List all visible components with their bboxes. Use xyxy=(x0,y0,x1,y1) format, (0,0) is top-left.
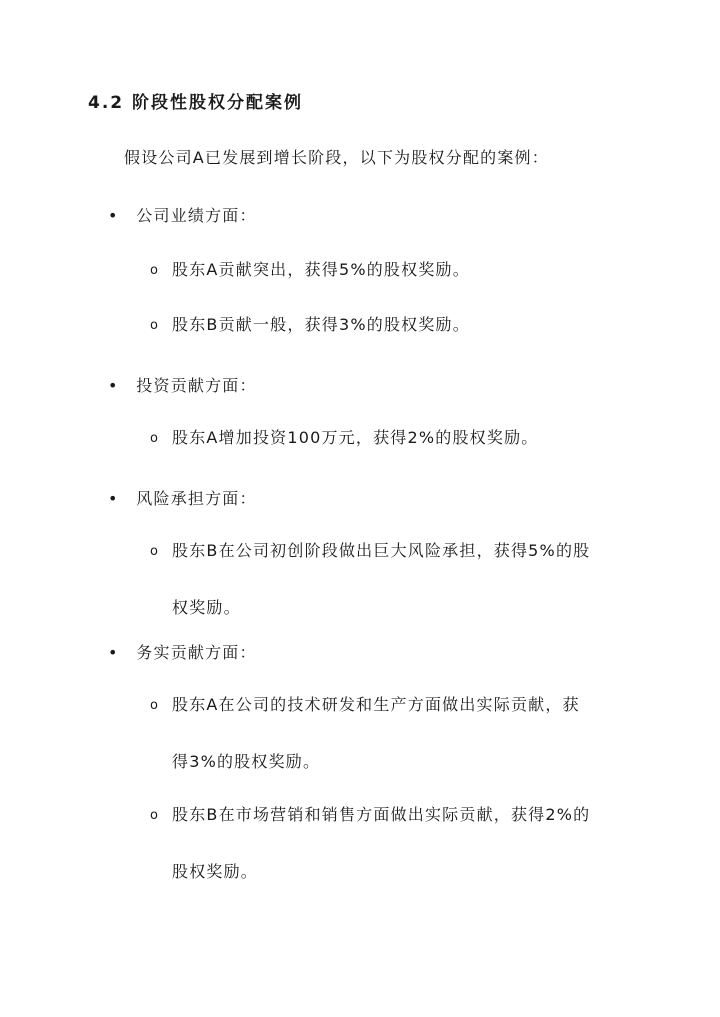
section-heading: 4.2 阶段性股权分配案例 xyxy=(88,93,304,113)
sub-marker: o xyxy=(150,544,160,559)
sub-item xyxy=(150,677,620,790)
bullet-label: 务实贡献方面： xyxy=(136,643,257,662)
sub-marker: o xyxy=(150,808,160,823)
sub-item-text: 股东B在市场营销和销售方面做出实际贡献，获得2%的 xyxy=(172,805,591,824)
sub-item xyxy=(150,297,620,354)
sub-item-text-continued: 得3%的股权奖励。 xyxy=(172,752,321,771)
sub-item xyxy=(150,410,620,467)
bullet-item-practical xyxy=(108,640,257,663)
bullet-label: 投资贡献方面： xyxy=(136,376,257,395)
sub-item xyxy=(150,523,620,636)
bullet-item-performance xyxy=(108,203,257,226)
sub-item-text: 股东A增加投资100万元，获得2%的股权奖励。 xyxy=(172,428,539,447)
bullet-marker: • xyxy=(108,376,119,395)
intro-paragraph: 假设公司A已发展到增长阶段，以下为股权分配的案例： xyxy=(124,148,549,167)
bullet-marker: • xyxy=(108,489,119,508)
sub-item xyxy=(150,242,620,299)
bullet-marker: • xyxy=(108,643,119,662)
sub-item xyxy=(150,787,620,900)
sub-item-text: 股东B贡献一般，获得3%的股权奖励。 xyxy=(172,315,470,334)
bullet-label: 公司业绩方面： xyxy=(136,206,257,225)
sub-marker: o xyxy=(150,698,160,713)
bullet-label: 风险承担方面： xyxy=(136,489,257,508)
sub-item-text: 股东B在公司初创阶段做出巨大风险承担，获得5%的股 xyxy=(172,541,591,560)
sub-item-text: 股东A在公司的技术研发和生产方面做出实际贡献，获 xyxy=(172,695,580,714)
sub-marker: o xyxy=(150,318,160,333)
bullet-item-investment xyxy=(108,373,257,396)
sub-marker: o xyxy=(150,431,160,446)
bullet-item-risk xyxy=(108,486,257,509)
sub-item-text-continued: 权奖励。 xyxy=(172,598,241,617)
bullet-marker: • xyxy=(108,206,119,225)
sub-marker: o xyxy=(150,263,160,278)
sub-item-text-continued: 股权奖励。 xyxy=(172,862,259,881)
sub-item-text: 股东A贡献突出，获得5%的股权奖励。 xyxy=(172,260,470,279)
